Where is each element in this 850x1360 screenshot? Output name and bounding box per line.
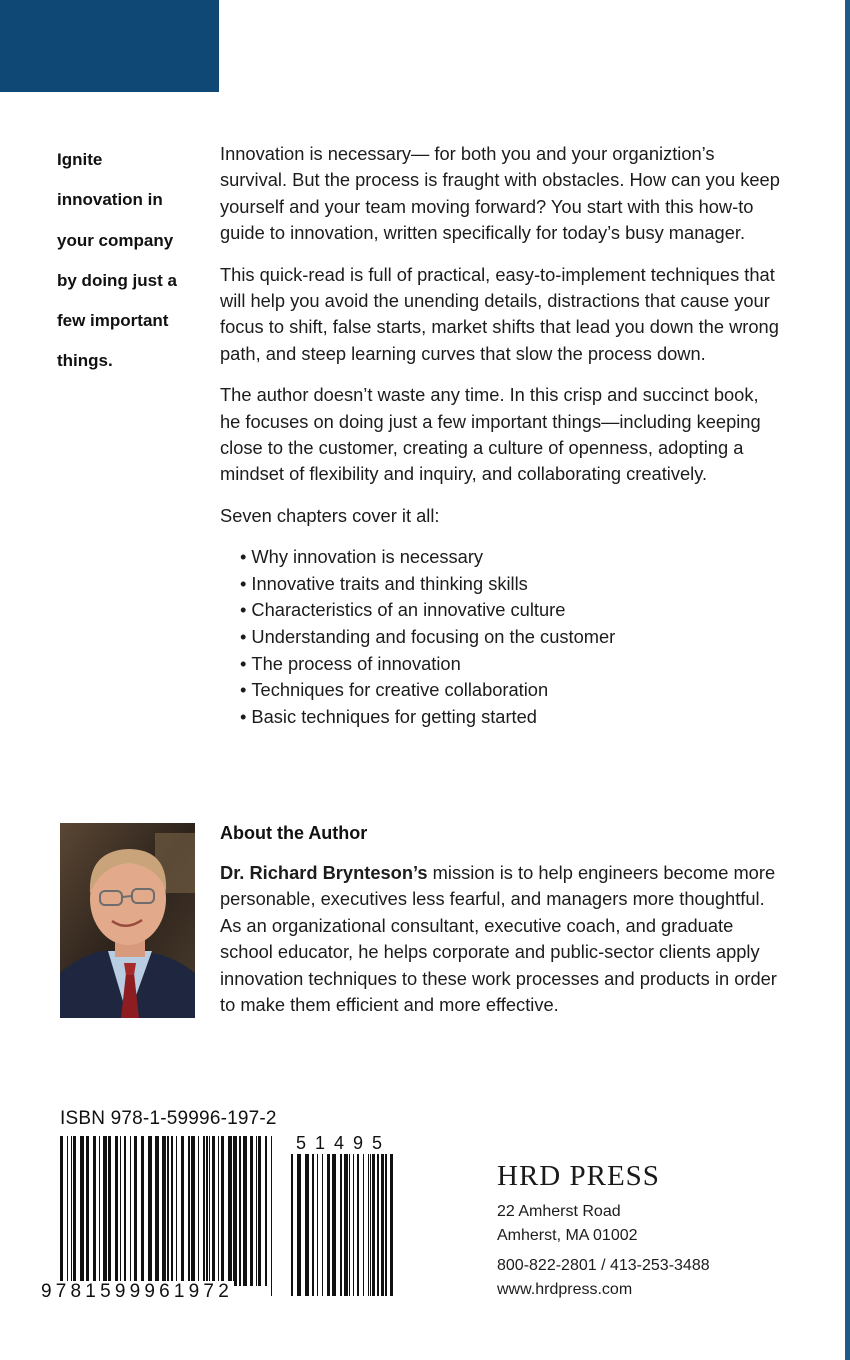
barcode-bar	[155, 1136, 159, 1286]
barcode-bar	[103, 1136, 107, 1286]
chapter-item: • The process of innovation	[240, 651, 780, 678]
tagline-line: by doing just a	[57, 270, 177, 290]
publisher-website: www.hrdpress.com	[497, 1281, 633, 1298]
barcode-bar	[368, 1154, 369, 1296]
barcode-bar	[363, 1154, 364, 1296]
author-portrait-icon	[60, 823, 195, 1018]
barcode-bar	[243, 1136, 247, 1286]
barcode-bar	[120, 1136, 121, 1286]
barcode-bar	[305, 1154, 309, 1296]
barcode-bar	[271, 1136, 272, 1296]
barcode-bar	[372, 1154, 375, 1296]
barcode-bar	[327, 1154, 330, 1296]
barcode-bar	[297, 1154, 301, 1296]
tagline-line: things.	[57, 351, 113, 371]
barcode-bar	[349, 1154, 350, 1296]
barcode-bar	[124, 1136, 126, 1286]
barcode-bar	[258, 1136, 261, 1286]
barcode-bar	[203, 1136, 205, 1286]
barcode-bar	[134, 1136, 137, 1286]
barcode-bar	[167, 1136, 169, 1296]
barcode-bar	[181, 1136, 184, 1286]
tagline	[57, 140, 197, 382]
about-author-heading: About the Author	[220, 823, 368, 843]
chapter-item: • Why innovation is necessary	[240, 544, 780, 571]
barcode-bar	[218, 1136, 219, 1286]
publisher-address	[497, 1200, 710, 1302]
barcode-digit-text: 9781599961972	[41, 1281, 233, 1302]
description-paragraph: The author doesn’t waste any time. In this crisp and succinct book, he focuses on doing just a few important things—including keeping close to the customer, creating a culture of openness, adopting a mindset of flexibility and inquiry, and collaborating creatively.	[220, 384, 761, 485]
barcode-bar	[73, 1136, 76, 1286]
barcode-bar	[239, 1136, 241, 1286]
chapters-intro: Seven chapters cover it all:	[220, 504, 440, 526]
barcode-bar	[233, 1136, 237, 1286]
publisher-name: HRD PRESS	[497, 1160, 660, 1192]
barcode-bar	[385, 1154, 387, 1296]
barcode-bar	[317, 1154, 318, 1296]
barcode-bar	[381, 1154, 384, 1296]
chapter-item: • Basic techniques for getting started	[240, 704, 780, 731]
barcode-bar	[332, 1154, 336, 1296]
barcode-bar	[228, 1136, 232, 1286]
barcode-bar	[67, 1136, 68, 1286]
chapter-list	[220, 544, 780, 730]
barcode-bar	[60, 1136, 63, 1296]
corner-color-block	[0, 0, 219, 92]
barcode-bar	[209, 1136, 210, 1286]
book-description	[220, 141, 780, 730]
price-addon-barcode	[291, 1154, 395, 1296]
barcode-bar	[340, 1154, 342, 1296]
barcode-bar	[130, 1136, 131, 1286]
barcode-bar	[93, 1136, 96, 1286]
barcode-bar	[141, 1136, 144, 1286]
isbn-barcode	[60, 1136, 272, 1296]
description-paragraph: Innovation is necessary— for both you and your organiztion’s survival. But the process is fraught with obstacles. How can you keep yourself and your team moving forward? You start with this how-to guide to innovation, written specifically for today’s busy manager.	[220, 143, 780, 244]
barcode-bar	[108, 1136, 111, 1286]
chapter-item: • Innovative traits and thinking skills	[240, 571, 780, 598]
author-name: Dr. Richard Brynteson’s	[220, 862, 428, 883]
barcode-bar	[322, 1154, 323, 1296]
barcode-bar	[256, 1136, 257, 1286]
chapter-item: • Characteristics of an innovative culture	[240, 597, 780, 624]
barcode-bar	[86, 1136, 89, 1286]
barcode-bar	[312, 1154, 314, 1296]
publisher-street: 22 Amherst Road	[497, 1203, 621, 1220]
barcode-bar	[148, 1136, 152, 1286]
barcode-bar	[377, 1154, 379, 1296]
barcode-digits	[40, 1281, 234, 1303]
addon-digits: 51495	[296, 1133, 392, 1153]
barcode-bar	[390, 1154, 393, 1296]
isbn-label: ISBN 978-1-59996-197-2	[60, 1108, 277, 1129]
barcode-bar	[221, 1136, 224, 1286]
barcode-bar	[198, 1136, 199, 1286]
barcode-bar	[71, 1136, 72, 1286]
tagline-line: few important	[57, 311, 169, 331]
barcode-bar	[357, 1154, 359, 1296]
description-paragraph: This quick-read is full of practical, easy-to-implement techniques that will help you avoid the unending details, distractions that cause your focus to shift, false starts, market shifts that lead you down the wrong path, and steep learning curves that slow the process down.	[220, 263, 779, 364]
chapter-item: • Techniques for creative collaboration	[240, 677, 780, 704]
barcode-bar	[188, 1136, 190, 1286]
barcode-bar	[162, 1136, 166, 1286]
tagline-line: Ignite	[57, 150, 103, 169]
barcode-bar	[115, 1136, 118, 1286]
barcode-bar	[250, 1136, 253, 1286]
publisher-phone: 800-822-2801 / 413-253-3488	[497, 1257, 710, 1274]
publisher-city: Amherst, MA 01002	[497, 1227, 638, 1244]
tagline-line: innovation in	[57, 190, 163, 210]
barcode-bar	[80, 1136, 84, 1286]
barcode-bar	[206, 1136, 208, 1286]
barcode-bar	[171, 1136, 173, 1286]
author-bio-text: mission is to help engineers become more personable, executives less fearful, and managers more thoughtful. As an organizational consultant, executive coach, and graduate school educator, he helps corporate and public-sector clients apply innovation techniques to these work processes and products in order to make them efficient and more effective.	[220, 862, 777, 1016]
barcode-bar	[344, 1154, 348, 1296]
barcode-bar	[353, 1154, 354, 1296]
barcode-bar	[99, 1136, 100, 1286]
barcode-bar	[191, 1136, 195, 1286]
barcode-bar	[176, 1136, 177, 1286]
tagline-line: your company	[57, 230, 174, 250]
barcode-bar	[212, 1136, 215, 1286]
barcode-bar	[370, 1154, 371, 1296]
chapter-item: • Understanding and focusing on the customer	[240, 624, 780, 651]
barcode-bar	[265, 1136, 267, 1286]
author-bio	[220, 860, 780, 1018]
barcode-bar	[291, 1154, 293, 1296]
spine-edge-strip	[845, 0, 850, 1360]
author-photo	[60, 823, 195, 1018]
